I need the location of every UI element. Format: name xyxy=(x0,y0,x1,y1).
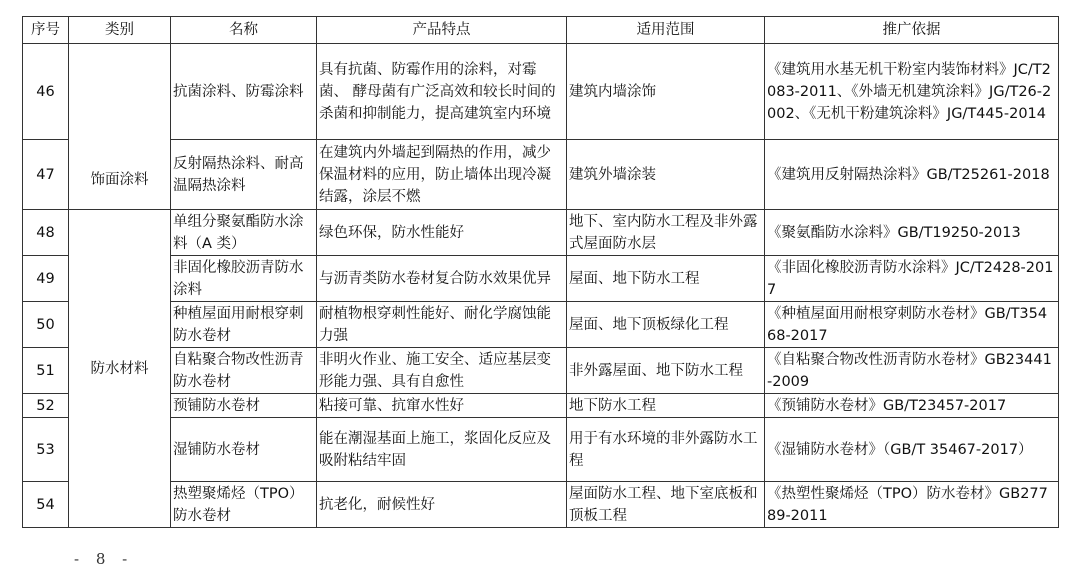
product-scope: 建筑外墙涂装 xyxy=(567,140,765,210)
product-table xyxy=(22,16,1059,528)
row-number: 54 xyxy=(23,482,69,528)
category-cell-coatings: 饰面涂料 xyxy=(69,44,171,210)
product-name: 反射隔热涂料、耐高温隔热涂料 xyxy=(171,140,317,210)
header-basis: 推广依据 xyxy=(765,17,1059,44)
page-number: - 8 - xyxy=(74,550,134,568)
table-row xyxy=(23,348,1059,394)
product-basis: 《自粘聚合物改性沥青防水卷材》GB23441-2009 xyxy=(765,348,1059,394)
row-number: 50 xyxy=(23,302,69,348)
table-header-row xyxy=(23,17,1059,44)
product-scope: 屋面防水工程、地下室底板和顶板工程 xyxy=(567,482,765,528)
table-row xyxy=(23,210,1059,256)
category-cell-waterproofing: 防水材料 xyxy=(69,210,171,528)
product-basis: 《建筑用水基无机干粉室内装饰材料》JC/T2083-2011、《外墙无机建筑涂料》JG/T26-2002、《无机干粉建筑涂料》JG/T445-2014 xyxy=(765,44,1059,140)
product-basis: 《非固化橡胶沥青防水涂料》JC/T2428-2017 xyxy=(765,256,1059,302)
product-scope: 地下防水工程 xyxy=(567,394,765,418)
table-row xyxy=(23,482,1059,528)
product-basis: 《种植屋面用耐根穿刺防水卷材》GB/T35468-2017 xyxy=(765,302,1059,348)
product-basis: 《热塑性聚烯烃（TPO）防水卷材》GB27789-2011 xyxy=(765,482,1059,528)
header-number: 序号 xyxy=(23,17,69,44)
product-features: 抗老化，耐候性好 xyxy=(317,482,567,528)
product-basis: 《建筑用反射隔热涂料》GB/T25261-2018 xyxy=(765,140,1059,210)
product-features: 与沥青类防水卷材复合防水效果优异 xyxy=(317,256,567,302)
product-scope: 屋面、地下顶板绿化工程 xyxy=(567,302,765,348)
product-name: 种植屋面用耐根穿刺防水卷材 xyxy=(171,302,317,348)
table-row xyxy=(23,394,1059,418)
product-name: 非固化橡胶沥青防水涂料 xyxy=(171,256,317,302)
product-basis: 《预铺防水卷材》GB/T23457-2017 xyxy=(765,394,1059,418)
product-scope: 建筑内墙涂饰 xyxy=(567,44,765,140)
row-number: 52 xyxy=(23,394,69,418)
table-row xyxy=(23,302,1059,348)
product-features: 具有抗菌、防霉作用的涂料，对霉菌、 酵母菌有广泛高效和较长时间的杀菌和抑制能力，提高建筑室内环境 xyxy=(317,44,567,140)
product-features: 能在潮湿基面上施工，浆固化反应及吸附粘结牢固 xyxy=(317,418,567,482)
product-basis: 《聚氨酯防水涂料》GB/T19250-2013 xyxy=(765,210,1059,256)
product-name: 自粘聚合物改性沥青防水卷材 xyxy=(171,348,317,394)
product-scope: 地下、室内防水工程及非外露式屋面防水层 xyxy=(567,210,765,256)
product-name: 热塑聚烯烃（TPO）防水卷材 xyxy=(171,482,317,528)
product-basis: 《湿铺防水卷材》（GB/T 35467-2017） xyxy=(765,418,1059,482)
row-number: 49 xyxy=(23,256,69,302)
row-number: 51 xyxy=(23,348,69,394)
product-features: 耐植物根穿刺性能好、耐化学腐蚀能力强 xyxy=(317,302,567,348)
product-features: 粘接可靠、抗窜水性好 xyxy=(317,394,567,418)
row-number: 47 xyxy=(23,140,69,210)
table-row xyxy=(23,256,1059,302)
product-scope: 屋面、地下防水工程 xyxy=(567,256,765,302)
table-row xyxy=(23,140,1059,210)
header-category: 类别 xyxy=(69,17,171,44)
product-features: 在建筑内外墙起到隔热的作用，减少保温材料的应用，防止墙体出现冷凝结露，涂层不燃 xyxy=(317,140,567,210)
product-features: 非明火作业、施工安全、适应基层变形能力强、具有自愈性 xyxy=(317,348,567,394)
product-name: 预铺防水卷材 xyxy=(171,394,317,418)
product-scope: 非外露屋面、地下防水工程 xyxy=(567,348,765,394)
table-row xyxy=(23,44,1059,140)
product-name: 湿铺防水卷材 xyxy=(171,418,317,482)
header-scope: 适用范围 xyxy=(567,17,765,44)
header-features: 产品特点 xyxy=(317,17,567,44)
product-features: 绿色环保，防水性能好 xyxy=(317,210,567,256)
product-scope: 用于有水环境的非外露防水工程 xyxy=(567,418,765,482)
product-name: 抗菌涂料、防霉涂料 xyxy=(171,44,317,140)
product-name: 单组分聚氨酯防水涂料（A 类） xyxy=(171,210,317,256)
header-name: 名称 xyxy=(171,17,317,44)
row-number: 53 xyxy=(23,418,69,482)
table-row xyxy=(23,418,1059,482)
row-number: 48 xyxy=(23,210,69,256)
row-number: 46 xyxy=(23,44,69,140)
